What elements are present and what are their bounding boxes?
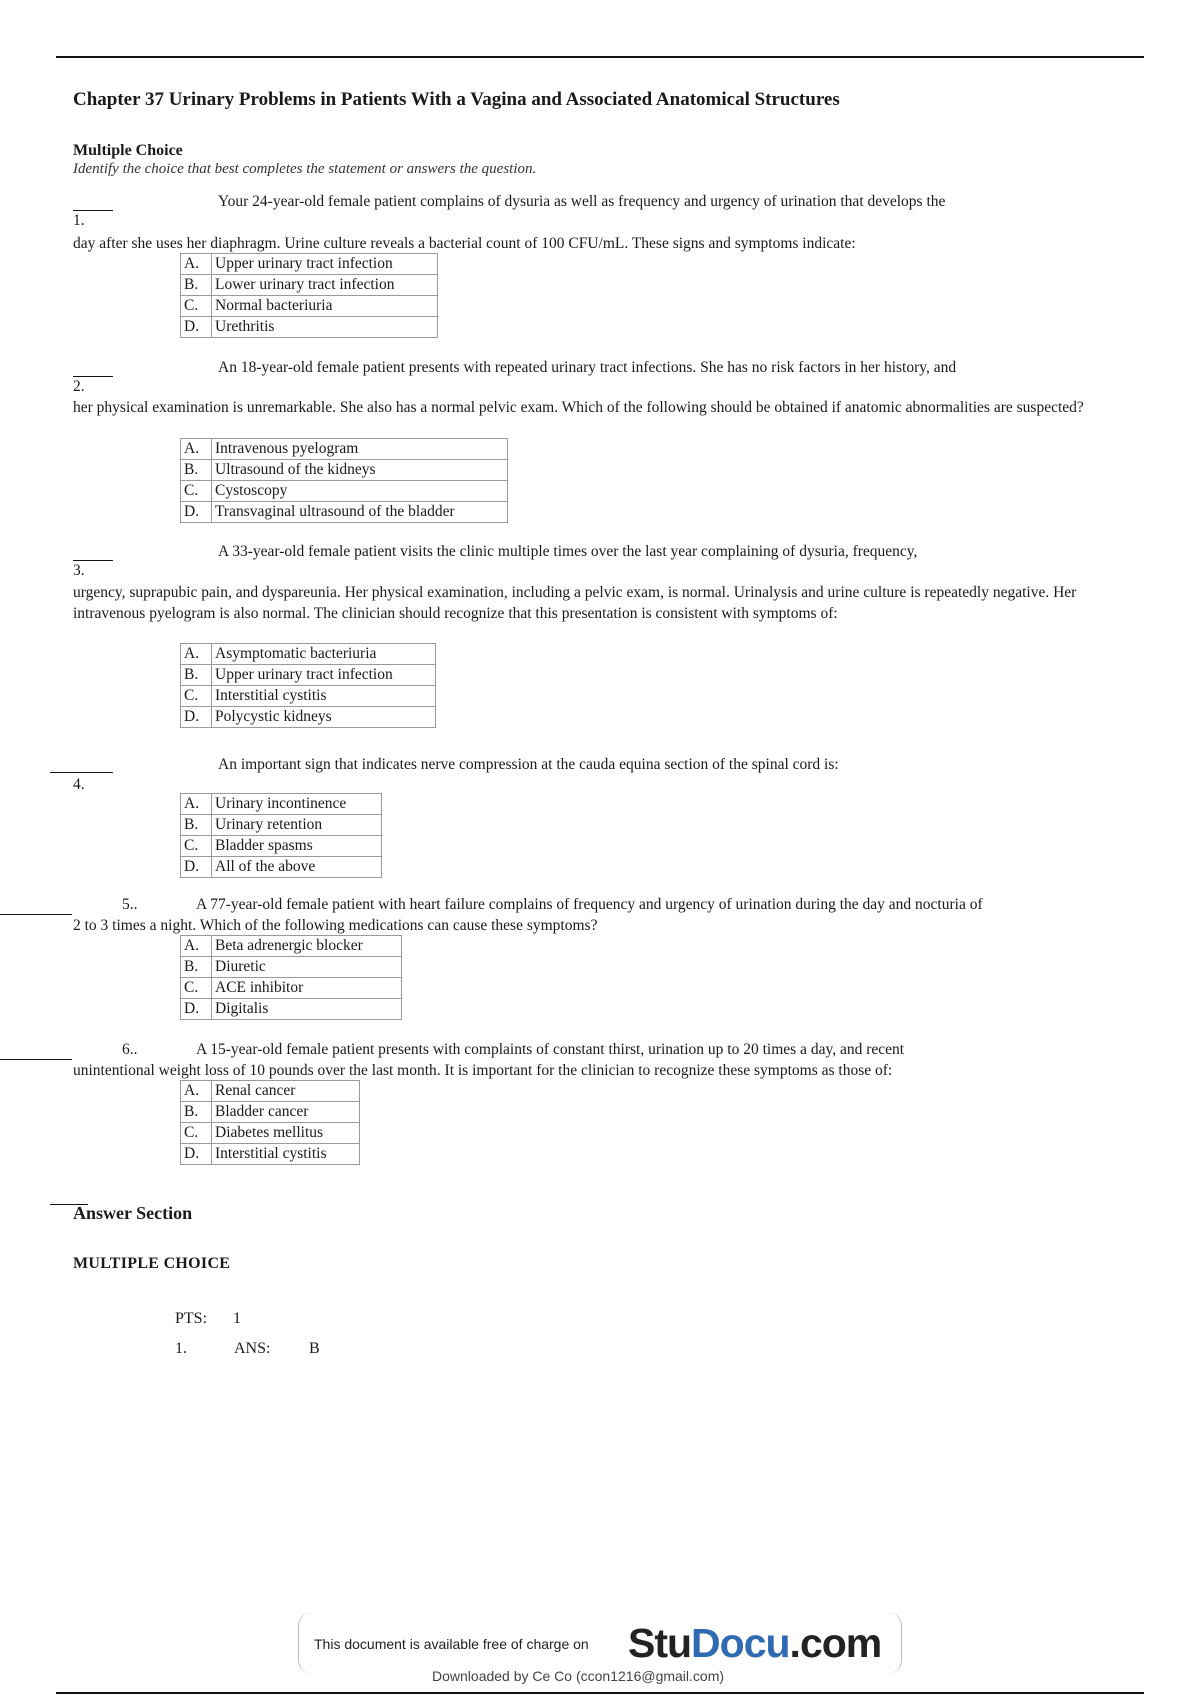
option-row[interactable] bbox=[181, 439, 508, 460]
availability-text: This document is available free of charge on bbox=[314, 1636, 589, 1652]
instructions: Identify the choice that best completes the statement or answers the question. bbox=[73, 161, 537, 177]
option-row[interactable] bbox=[181, 254, 438, 275]
answer-line bbox=[175, 1340, 320, 1358]
question-number: 5.. bbox=[122, 896, 138, 913]
logo-com: .com bbox=[789, 1620, 882, 1666]
option-row[interactable] bbox=[181, 978, 402, 999]
options-table bbox=[180, 438, 508, 523]
question-text: her physical examination is unremarkable. She also has a normal pelvic exam. Which of the following should be obtained if anatomic abnormalities are suspected? bbox=[73, 399, 1084, 416]
ans-label: ANS: bbox=[234, 1340, 271, 1357]
option-letter: C. bbox=[181, 1123, 212, 1144]
option-row[interactable] bbox=[181, 857, 382, 878]
option-row[interactable] bbox=[181, 794, 382, 815]
question-first-line: A 33-year-old female patient visits the clinic multiple times over the last year complaining of dysuria, frequency, bbox=[218, 543, 918, 560]
option-letter: D. bbox=[181, 1144, 212, 1165]
option-text: Normal bacteriuria bbox=[212, 296, 438, 317]
option-text: Diabetes mellitus bbox=[212, 1123, 360, 1144]
question-number: 1. bbox=[73, 212, 85, 229]
option-row[interactable] bbox=[181, 481, 508, 502]
page-title: Chapter 37 Urinary Problems in Patients With a Vagina and Associated Anatomical Structures bbox=[73, 89, 840, 110]
question-text: unintentional weight loss of 10 pounds over the last month. It is important for the clinician to recognize these symptoms as those of: bbox=[73, 1062, 893, 1079]
answer-number: 1. bbox=[175, 1340, 187, 1357]
option-text: Lower urinary tract infection bbox=[212, 275, 438, 296]
pts-label: PTS: bbox=[175, 1310, 208, 1327]
option-letter: B. bbox=[181, 1102, 212, 1123]
option-letter: A. bbox=[181, 254, 212, 275]
question-number: 6.. bbox=[122, 1041, 138, 1058]
pts-value: 1 bbox=[233, 1310, 241, 1327]
option-text: Intravenous pyelogram bbox=[212, 439, 508, 460]
options-table bbox=[180, 643, 436, 728]
option-letter: B. bbox=[181, 815, 212, 836]
option-text: Transvaginal ultrasound of the bladder bbox=[212, 502, 508, 523]
option-letter: B. bbox=[181, 460, 212, 481]
option-letter: C. bbox=[181, 481, 212, 502]
studocu-logo[interactable] bbox=[628, 1620, 881, 1667]
option-row[interactable] bbox=[181, 644, 436, 665]
question-first-line: An important sign that indicates nerve compression at the cauda equina section of the spinal cord is: bbox=[218, 756, 839, 773]
option-text: Interstitial cystitis bbox=[212, 1144, 360, 1165]
option-row[interactable] bbox=[181, 317, 438, 338]
option-letter: A. bbox=[181, 644, 212, 665]
option-letter: D. bbox=[181, 857, 212, 878]
option-letter: B. bbox=[181, 957, 212, 978]
option-text: Polycystic kidneys bbox=[212, 707, 436, 728]
option-text: ACE inhibitor bbox=[212, 978, 402, 999]
question-text: urgency, suprapubic pain, and dyspareunia. Her physical examination, including a pelvic exam, is normal. Urinalysis and urine culture is repeatedly negative. Her intravenous pyelogram is also normal. The clinician should recognize that this presentation is consistent with symptoms of: bbox=[73, 584, 1077, 622]
ans-value: B bbox=[309, 1340, 320, 1357]
option-row[interactable] bbox=[181, 1102, 360, 1123]
points-line bbox=[175, 1310, 241, 1328]
option-row[interactable] bbox=[181, 275, 438, 296]
option-text: Beta adrenergic blocker bbox=[212, 936, 402, 957]
option-text: Upper urinary tract infection bbox=[212, 665, 436, 686]
option-letter: C. bbox=[181, 296, 212, 317]
option-row[interactable] bbox=[181, 999, 402, 1020]
answer-blank[interactable] bbox=[73, 560, 113, 561]
option-text: Bladder cancer bbox=[212, 1102, 360, 1123]
question-number: 3. bbox=[73, 562, 85, 579]
option-row[interactable] bbox=[181, 502, 508, 523]
option-text: Ultrasound of the kidneys bbox=[212, 460, 508, 481]
question-number: 4. bbox=[73, 776, 85, 793]
downloaded-by: Downloaded by Ce Co (ccon1216@gmail.com) bbox=[432, 1668, 725, 1684]
option-text: Upper urinary tract infection bbox=[212, 254, 438, 275]
option-row[interactable] bbox=[181, 1123, 360, 1144]
option-row[interactable] bbox=[181, 1144, 360, 1165]
option-letter: D. bbox=[181, 502, 212, 523]
option-letter: D. bbox=[181, 707, 212, 728]
option-text: Interstitial cystitis bbox=[212, 686, 436, 707]
answer-blank[interactable] bbox=[73, 376, 113, 377]
option-text: Urinary retention bbox=[212, 815, 382, 836]
top-rule bbox=[56, 56, 1144, 58]
option-letter: A. bbox=[181, 1081, 212, 1102]
option-row[interactable] bbox=[181, 957, 402, 978]
question-first-line: A 15-year-old female patient presents with complaints of constant thirst, urination up to 20 times a day, and recent bbox=[196, 1041, 905, 1058]
answer-blank[interactable] bbox=[0, 1059, 72, 1060]
option-text: Renal cancer bbox=[212, 1081, 360, 1102]
option-row[interactable] bbox=[181, 296, 438, 317]
answer-subheading: MULTIPLE CHOICE bbox=[73, 1255, 231, 1272]
options-table bbox=[180, 253, 438, 338]
question-number: 2. bbox=[73, 378, 85, 395]
options-table bbox=[180, 935, 402, 1020]
option-letter: C. bbox=[181, 686, 212, 707]
option-text: Urethritis bbox=[212, 317, 438, 338]
option-row[interactable] bbox=[181, 936, 402, 957]
option-text: Urinary incontinence bbox=[212, 794, 382, 815]
logo-docu: Docu bbox=[691, 1620, 790, 1666]
option-text: Diuretic bbox=[212, 957, 402, 978]
option-letter: A. bbox=[181, 794, 212, 815]
section-heading: Multiple Choice bbox=[73, 142, 183, 159]
answer-blank[interactable] bbox=[73, 210, 113, 211]
option-letter: A. bbox=[181, 936, 212, 957]
options-table bbox=[180, 1080, 360, 1165]
option-text: Digitalis bbox=[212, 999, 402, 1020]
answer-section-heading: Answer Section bbox=[73, 1203, 193, 1223]
answer-blank[interactable] bbox=[50, 772, 113, 773]
option-row[interactable] bbox=[181, 707, 436, 728]
question-text: 2 to 3 times a night. Which of the following medications can cause these symptoms? bbox=[73, 917, 598, 934]
option-letter: D. bbox=[181, 999, 212, 1020]
question-first-line: A 77-year-old female patient with heart failure complains of frequency and urgency of urination during the day and nocturia of bbox=[196, 896, 983, 913]
option-text: Bladder spasms bbox=[212, 836, 382, 857]
option-row[interactable] bbox=[181, 460, 508, 481]
question-text: day after she uses her diaphragm. Urine culture reveals a bacterial count of 100 CFU/mL. These signs and symptoms indicate: bbox=[73, 235, 856, 252]
option-letter: D. bbox=[181, 317, 212, 338]
option-letter: B. bbox=[181, 275, 212, 296]
option-text: Asymptomatic bacteriuria bbox=[212, 644, 436, 665]
option-letter: B. bbox=[181, 665, 212, 686]
option-row[interactable] bbox=[181, 815, 382, 836]
logo-stu: Stu bbox=[628, 1620, 692, 1666]
bottom-rule bbox=[56, 1692, 1144, 1694]
option-letter: A. bbox=[181, 439, 212, 460]
answer-blank[interactable] bbox=[0, 914, 72, 915]
options-table bbox=[180, 793, 382, 878]
question-first-line: Your 24-year-old female patient complains of dysuria as well as frequency and urgency of urination that develops the bbox=[218, 193, 946, 210]
option-letter: C. bbox=[181, 836, 212, 857]
option-row[interactable] bbox=[181, 1081, 360, 1102]
option-row[interactable] bbox=[181, 665, 436, 686]
banner-bracket-right bbox=[887, 1612, 902, 1674]
studocu-banner[interactable] bbox=[298, 1612, 902, 1676]
banner-bracket-left bbox=[298, 1612, 313, 1674]
option-row[interactable] bbox=[181, 836, 382, 857]
option-row[interactable] bbox=[181, 686, 436, 707]
option-letter: C. bbox=[181, 978, 212, 999]
question-first-line: An 18-year-old female patient presents with repeated urinary tract infections. She has no risk factors in her history, and bbox=[218, 359, 957, 376]
option-text: Cystoscopy bbox=[212, 481, 508, 502]
option-text: All of the above bbox=[212, 857, 382, 878]
